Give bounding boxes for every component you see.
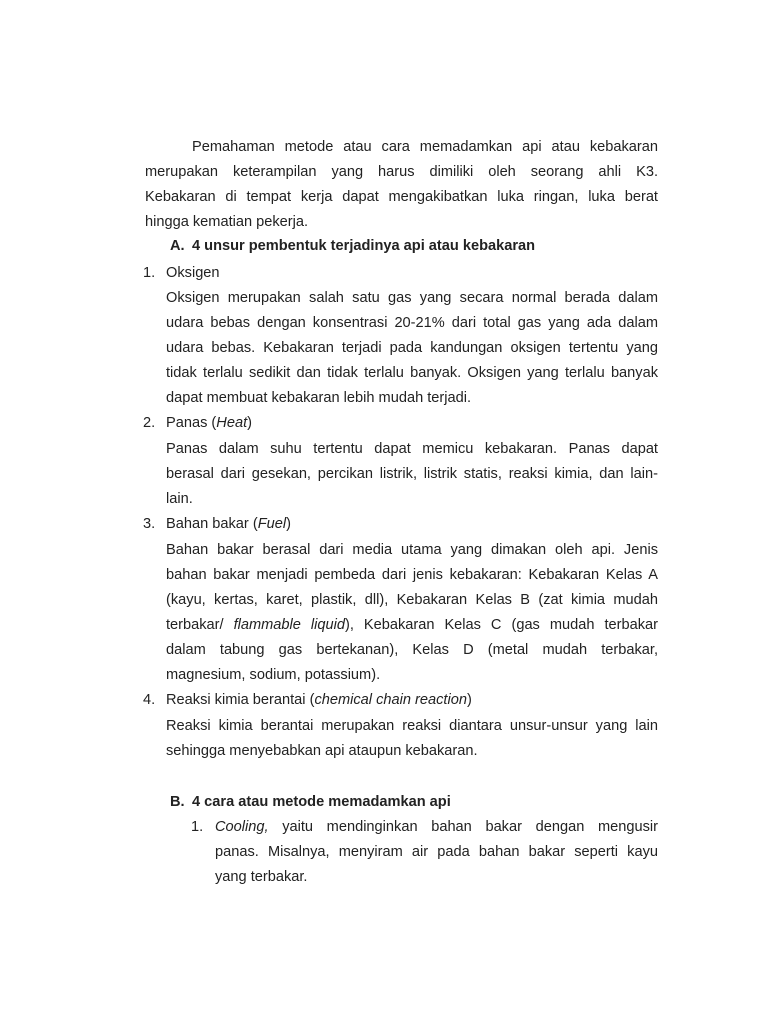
section-a-marker: A. bbox=[170, 238, 185, 254]
body-text: yaitu mendinginkan bahan bakar dengan mengusir bbox=[268, 819, 658, 835]
list-item-heading bbox=[166, 414, 252, 432]
list-number: 1. bbox=[143, 265, 156, 281]
body-line: panas. Misalnya, menyiram air pada bahan bakar seperti kayu bbox=[215, 844, 658, 860]
section-b-marker: B. bbox=[170, 794, 185, 810]
section-a-title: 4 unsur pembentuk terjadinya api atau kebakaran bbox=[192, 238, 536, 254]
list-item-heading bbox=[166, 515, 291, 533]
section-b-title: 4 cara atau metode memadamkan api bbox=[192, 794, 451, 810]
body-line: Panas dalam suhu tertentu dapat memicu kebakaran. Panas dapat bbox=[166, 441, 658, 457]
body-line: Oksigen merupakan salah satu gas yang secara normal berada dalam bbox=[166, 290, 658, 306]
heading-text: Panas ( bbox=[166, 415, 217, 431]
heading-text: ) bbox=[247, 415, 252, 431]
list-number: 1. bbox=[191, 819, 204, 835]
body-line: (kayu, kertas, karet, plastik, dll), Kebakaran Kelas B (zat kimia mudah bbox=[166, 592, 658, 608]
body-line: Reaksi kimia berantai merupakan reaksi diantara unsur-unsur yang lain bbox=[166, 718, 658, 734]
list-item-heading bbox=[166, 691, 472, 709]
heading-italic: Fuel bbox=[257, 516, 287, 532]
heading-text: Reaksi kimia berantai ( bbox=[166, 692, 315, 708]
heading-italic: Heat bbox=[216, 415, 248, 431]
list-number: 2. bbox=[143, 415, 156, 431]
body-line: udara bebas dengan konsentrasi 20-21% dari total gas yang ada dalam bbox=[166, 315, 658, 331]
list-item-heading: Oksigen bbox=[166, 265, 220, 281]
intro-line-1: Pemahaman metode atau cara memadamkan api atau kebakaran bbox=[192, 139, 658, 155]
body-line: dapat membuat kebakaran lebih mudah terjadi. bbox=[166, 390, 472, 406]
body-line: bahan bakar menjadi pembeda dari jenis kebakaran: Kebakaran Kelas A bbox=[166, 567, 658, 583]
body-text: ), Kebakaran Kelas C (gas mudah terbakar bbox=[344, 617, 658, 633]
heading-text: ) bbox=[466, 692, 472, 708]
body-line: tidak terlalu sedikit dan tidak terlalu banyak. Oksigen yang terlalu banyak bbox=[166, 365, 658, 381]
heading-italic: chemical chain reaction bbox=[314, 692, 467, 708]
heading-text: ) bbox=[286, 516, 291, 532]
intro-line-2: merupakan keterampilan yang harus dimiliki oleh seorang ahli K3. bbox=[145, 164, 658, 180]
term-italic: Cooling, bbox=[215, 819, 269, 835]
body-line bbox=[215, 818, 658, 836]
intro-line-3: Kebakaran di tempat kerja dapat mengakibatkan luka ringan, luka berat bbox=[145, 189, 658, 205]
body-line bbox=[166, 616, 658, 634]
body-line: dalam tabung gas bertekanan), Kelas D (metal mudah terbakar, bbox=[166, 642, 658, 658]
body-line: yang terbakar. bbox=[215, 869, 308, 885]
heading-text: Bahan bakar ( bbox=[166, 516, 258, 532]
body-line: lain. bbox=[166, 491, 193, 507]
body-line: magnesium, sodium, potassium). bbox=[166, 667, 381, 683]
list-number: 4. bbox=[143, 692, 156, 708]
body-line: berasal dari gesekan, percikan listrik, listrik statis, reaksi kimia, dan lain- bbox=[166, 466, 658, 482]
body-line: Bahan bakar berasal dari media utama yang dimakan oleh api. Jenis bbox=[166, 542, 658, 558]
body-italic: flammable liquid bbox=[233, 617, 345, 633]
body-text: terbakar/ bbox=[166, 617, 234, 633]
intro-line-4: hingga kematian pekerja. bbox=[145, 214, 309, 230]
body-line: udara bebas. Kebakaran terjadi pada kandungan oksigen tertentu yang bbox=[166, 340, 658, 356]
list-number: 3. bbox=[143, 516, 156, 532]
body-line: sehingga menyebabkan api ataupun kebakaran. bbox=[166, 743, 478, 759]
